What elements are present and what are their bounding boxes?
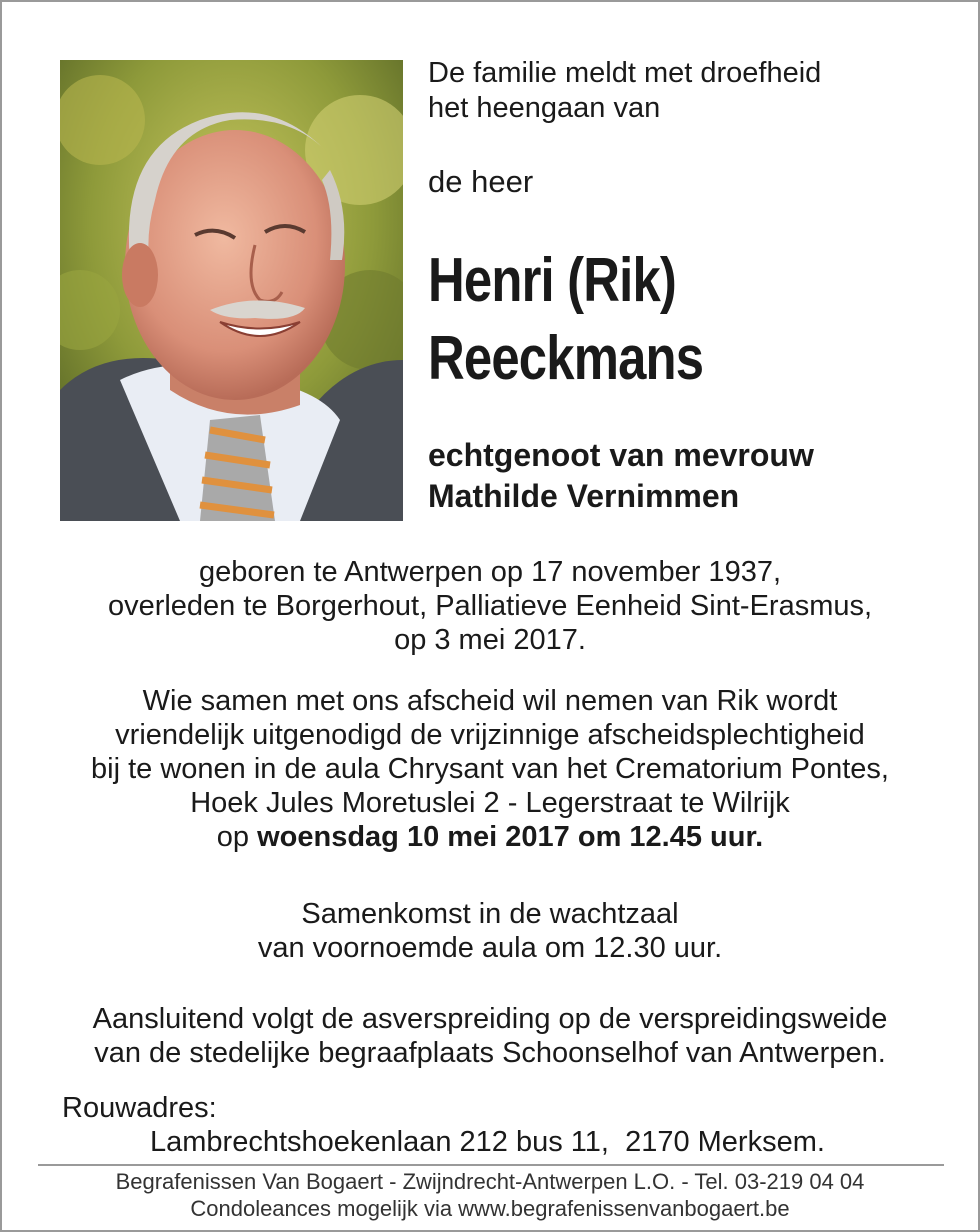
name-line-2: Reeckmans [428,324,704,393]
ceremony-date-prefix: op [216,821,258,853]
footer-line-1: Begrafenissen Van Bogaert - Zwijndrecht-Antwerpen L.O. - Tel. 03-219 04 04 [115,1169,865,1194]
ceremony-line-1: Wie samen met ons afscheid wil nemen van Rik wordt [142,685,838,717]
spouse-info [428,435,814,517]
mourning-address-label: Rouwadres: [62,1092,217,1124]
scattering-line-1: Aansluitend volgt de asverspreiding op de verspreidingsweide [92,1003,888,1035]
ceremony-line-4: Hoek Jules Moretuslei 2 - Legerstraat te Wilrijk [190,787,790,819]
scattering-info [2,1002,978,1070]
footer-divider [38,1164,944,1166]
gathering-line-2: van voornoemde aula om 12.30 uur. [257,932,723,964]
intro-text [428,56,821,126]
spouse-line-2: Mathilde Vernimmen [428,478,740,514]
dates-line-3: op 3 mei 2017. [394,624,586,656]
mourning-address: Lambrechtshoekenlaan 212 bus 11, 2170 Merksem. [150,1126,825,1158]
birth-death-dates [2,555,978,657]
funeral-home-footer [2,1168,978,1222]
gathering-info [2,897,978,965]
scattering-line-2: van de stedelijke begraafplaats Schoonselhof van Antwerpen. [94,1037,886,1069]
gathering-line-1: Samenkomst in de wachtzaal [301,898,679,930]
ceremony-date: woensdag 10 mei 2017 om 12.45 uur. [257,821,764,853]
dates-line-1: geboren te Antwerpen op 17 november 1937, [198,556,782,588]
honorific: de heer [428,164,534,199]
ceremony-line-2: vriendelijk uitgenodigd de vrijzinnige afscheidsplechtigheid [115,719,865,751]
intro-line-1: De familie meldt met droefheid [428,57,822,89]
spouse-line-1: echtgenoot van mevrouw [428,437,814,473]
intro-line-2: het heengaan van [428,92,661,124]
portrait-photo [60,60,403,521]
footer-line-2: Condoleances mogelijk via www.begrafenissenvanbogaert.be [190,1196,790,1221]
ceremony-info [2,684,978,854]
ceremony-line-5 [2,820,978,854]
ceremony-line-3: bij te wonen in de aula Chrysant van het Crematorium Pontes, [91,753,889,785]
deceased-name [428,242,703,398]
name-line-1: Henri (Rik) [428,246,677,315]
dates-line-2: overleden te Borgerhout, Palliatieve Eenheid Sint-Erasmus, [107,590,873,622]
